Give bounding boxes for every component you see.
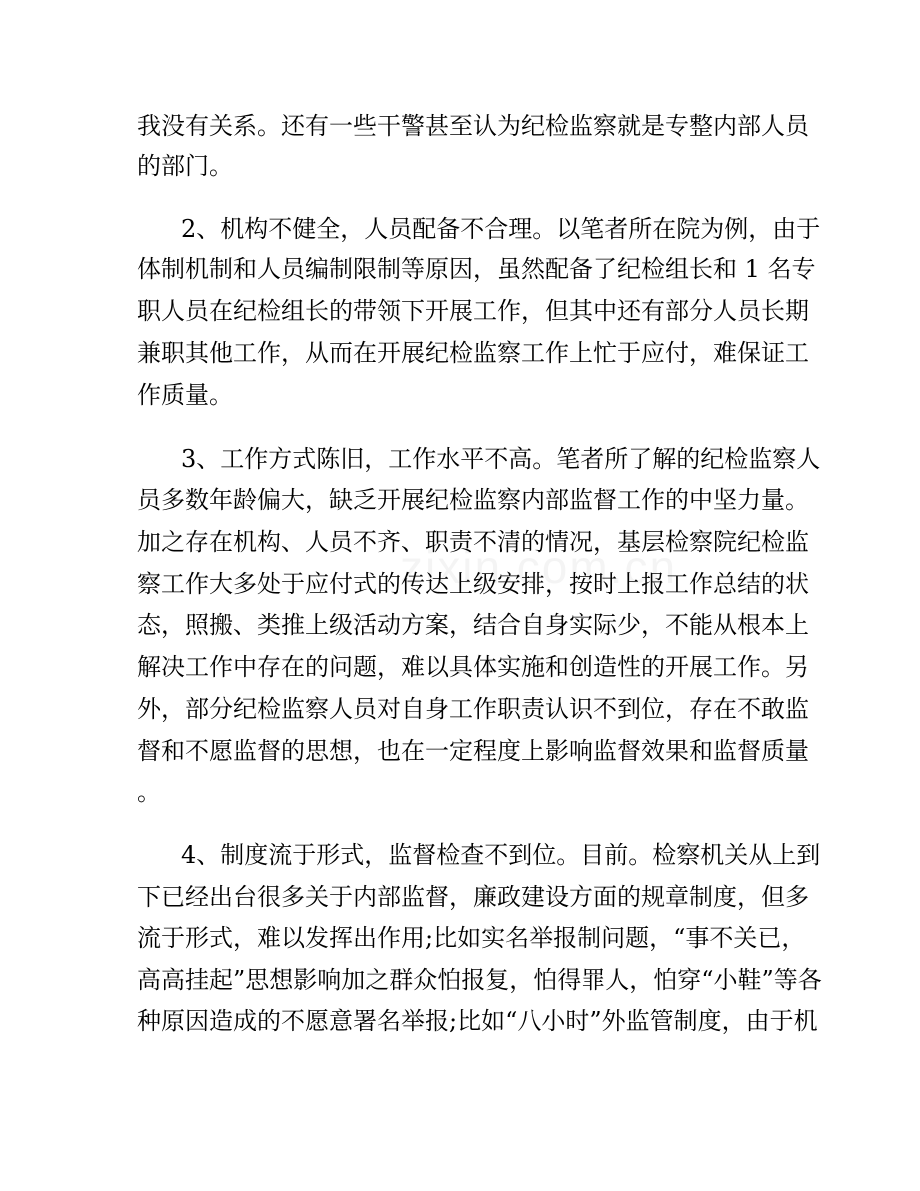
text-line: 态，照搬、类推上级活动方案，结合自身实际少，不能从根本上 [137, 611, 809, 639]
text-line: 外，部分纪检监察人员对自身工作职责认识不到位，存在不敢监 [137, 695, 809, 723]
text-line: 解决工作中存在的问题，难以具体实施和创造性的开展工作。另 [137, 653, 809, 681]
text-line: 我没有关系。还有一些干警甚至认为纪检监察就是专整内部人员 [137, 112, 809, 140]
paragraph-heading-line: 3、工作方式陈旧，工作水平不高。笔者所了解的纪检监察人 [181, 445, 821, 473]
text-line: 兼职其他工作，从而在开展纪检监察工作上忙于应付，难保证工 [137, 339, 809, 367]
text-line: 员多数年龄偏大，缺乏开展纪检监察内部监督工作的中坚力量。 [137, 486, 809, 514]
text-line: 体制机制和人员编制限制等原因，虽然配备了纪检组长和 1 名专 [137, 255, 816, 283]
text-line: 加之存在机构、人员不齐、职责不清的情况，基层检察院纪检监 [137, 528, 809, 556]
text-line: 职人员在纪检组长的带领下开展工作，但其中还有部分人员长期 [137, 297, 809, 325]
paragraph-heading-line: 2、机构不健全，人员配备不合理。以笔者所在院为例，由于 [181, 215, 821, 243]
text-line: 种原因造成的不愿意署名举报;比如“八小时”外监管制度，由于机 [137, 1007, 818, 1035]
text-line: 督和不愿监督的思想，也在一定程度上影响监督效果和监督质量 [137, 737, 809, 765]
paragraph-heading-line: 4、制度流于形式，监督检查不到位。目前。检察机关从上到 [181, 841, 821, 869]
text-line: 流于形式，难以发挥出作用;比如实名举报制问题，“事不关已， [137, 924, 806, 952]
text-line: 察工作大多处于应付式的传达上级安排，按时上报工作总结的状 [137, 570, 809, 598]
text-line: 高高挂起”思想影响加之群众怕报复，怕得罪人，怕穿“小鞋”等各 [137, 966, 822, 994]
text-line: 。 [137, 778, 161, 806]
text-line: 的部门。 [137, 152, 233, 180]
text-line: 下已经出台很多关于内部监督，廉政建设方面的规章制度，但多 [137, 883, 809, 911]
text-line: 作质量。 [137, 381, 233, 409]
